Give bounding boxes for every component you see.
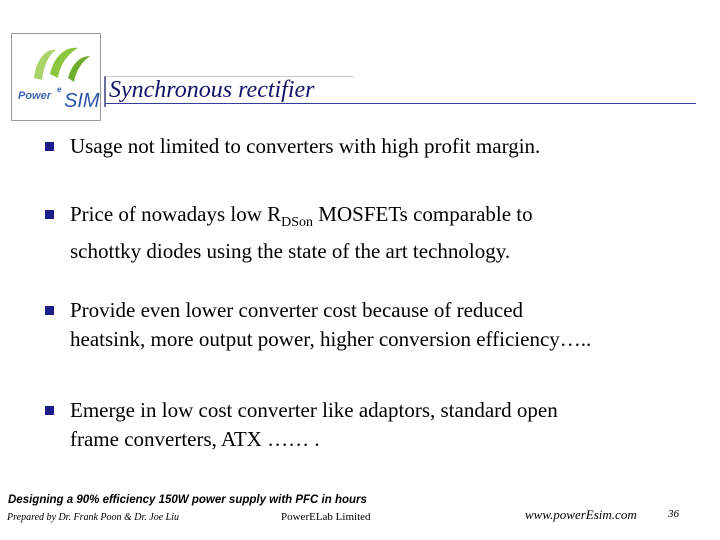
poweresim-logo bbox=[11, 33, 101, 121]
footer-title: Designing a 90% efficiency 150W power supply with PFC in hours bbox=[8, 494, 367, 506]
logo-text-power: Power bbox=[18, 90, 52, 102]
bullet-line: frame converters, ATX …… . bbox=[70, 427, 320, 451]
bullet-text-part: MOSFETs comparable to bbox=[313, 202, 533, 226]
logo-text-sim: SIM bbox=[64, 90, 100, 112]
bullet-square-icon bbox=[45, 210, 54, 219]
footer-website: www.powerEsim.com bbox=[525, 507, 637, 522]
bullet-text bbox=[70, 132, 540, 161]
bullet-line bbox=[70, 200, 533, 237]
footer-company: PowerELab Limited bbox=[281, 511, 371, 523]
bullet-text bbox=[70, 296, 591, 354]
bullet-square-icon bbox=[45, 142, 54, 151]
bullet-text bbox=[70, 200, 533, 266]
bullet-square-icon bbox=[45, 306, 54, 315]
bullet-line: schottky diodes using the state of the art technology. bbox=[70, 239, 511, 263]
logo-text-e: e bbox=[57, 85, 62, 94]
footer-authors: Prepared by Dr. Frank Poon & Dr. Joe Liu bbox=[7, 512, 180, 523]
bullet-text-part: Price of nowadays low R bbox=[70, 202, 282, 226]
bullet-line: Emerge in low cost converter like adaptors, standard open bbox=[70, 398, 558, 422]
bullet-line: Provide even lower converter cost because of reduced bbox=[70, 298, 524, 322]
bullet-square-icon bbox=[45, 406, 54, 415]
page-number: 36 bbox=[668, 508, 679, 520]
bullet-text bbox=[70, 396, 558, 454]
rdson-subscript: DSon bbox=[281, 215, 314, 230]
bullet-line: Usage not limited to converters with high profit margin. bbox=[70, 134, 541, 158]
bullet-line: heatsink, more output power, higher conversion efficiency….. bbox=[70, 327, 592, 351]
slide-title: Synchronous rectifier bbox=[109, 77, 315, 103]
